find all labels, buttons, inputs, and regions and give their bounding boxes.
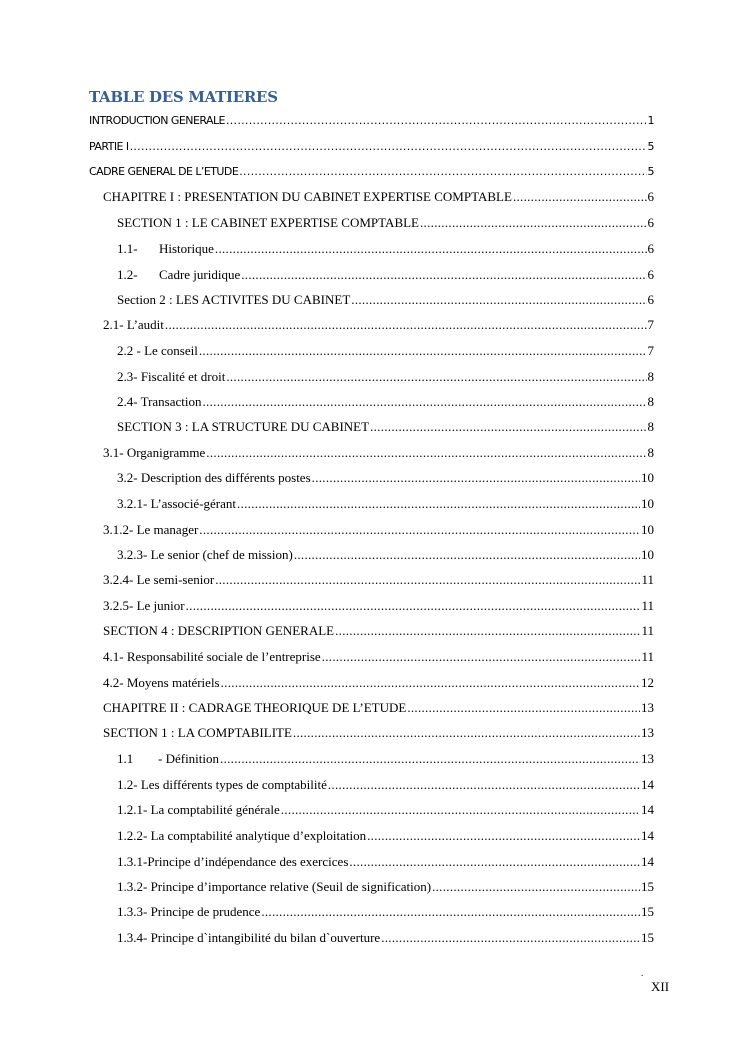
toc-entry-page: 10 [641, 470, 654, 485]
toc-entry-label: 2.2 - Le conseil [117, 343, 198, 358]
dot-leader [199, 521, 640, 539]
dot-leader [199, 342, 647, 360]
toc-entry-number: 1.2- [117, 267, 138, 282]
toc-entry [89, 138, 654, 156]
toc-entry [89, 112, 654, 130]
toc-entry-page: 5 [647, 165, 654, 178]
toc-entry-label: 2.1- L’audit [103, 317, 164, 332]
toc-entry-page: 5 [647, 140, 654, 153]
page-number: XII [651, 979, 670, 994]
toc-entry [117, 495, 654, 513]
toc-entry-label: 3.2.1- L’associé-gérant [117, 496, 237, 511]
dot-leader [203, 393, 647, 411]
toc-entry-label: CHAPITRE II : CADRAGE THEORIQUE DE L’ETUDE [103, 700, 407, 715]
toc-entry-page: 11 [641, 598, 654, 613]
toc-entry [117, 546, 654, 564]
toc-entry-label: 1.2- Les différents types de comptabilité [117, 777, 327, 792]
toc-entry-page: 6 [647, 267, 654, 282]
toc-entry [103, 724, 654, 742]
dot-leader [312, 469, 640, 487]
footer-mark: . [641, 968, 644, 978]
toc-entry [117, 776, 654, 794]
toc-entry [89, 163, 654, 181]
toc-entry-label: 3.2.3- Le senior (chef de mission) [117, 547, 293, 562]
toc-entry-label: 1.3.3- Principe de prudence [117, 904, 261, 919]
toc-entry [117, 291, 654, 309]
dot-leader [226, 368, 646, 386]
toc-entry-page: 15 [641, 930, 654, 945]
toc-entry-page: 14 [641, 828, 654, 843]
toc-entry-page: 6 [647, 241, 654, 256]
toc-entry-label: 2.3- Fiscalité et droit [117, 369, 226, 384]
dot-leader [293, 724, 640, 742]
dot-leader [367, 827, 640, 845]
toc-entry [103, 622, 654, 640]
toc-entry-page: 7 [647, 317, 654, 332]
toc-entry-page: 14 [641, 802, 654, 817]
toc-entry [117, 878, 654, 896]
toc-entry-label: 3.2.5- Le junior [103, 598, 185, 613]
dot-leader [130, 138, 647, 156]
dot-leader [241, 266, 646, 284]
dot-leader [281, 801, 640, 819]
toc-entry [117, 929, 654, 947]
toc-entry-page: 15 [641, 904, 654, 919]
toc-entry-page: 8 [647, 445, 654, 460]
toc-entry-label: 3.1.2- Le manager [103, 522, 199, 537]
toc-entry [117, 214, 654, 232]
toc-entry-page: 10 [641, 496, 654, 511]
toc-entry [117, 750, 654, 768]
toc-entry-label: 1.2.2- La comptabilité analytique d’exploitation [117, 828, 367, 843]
toc-entry-label: 3.2.4- Le semi-senior [103, 572, 215, 587]
toc-entry-label: Section 2 : LES ACTIVITES DU CABINET [117, 292, 351, 307]
toc-entry [103, 444, 654, 462]
toc-entry [103, 648, 654, 666]
dot-leader [237, 495, 640, 513]
dot-leader [328, 776, 640, 794]
toc-entry [117, 903, 654, 921]
toc-entry-page: 6 [647, 189, 654, 204]
dot-leader [261, 903, 640, 921]
toc-entry-number: 1.1 [117, 751, 134, 766]
page-title: TABLE DES MATIERES [89, 88, 278, 106]
toc-entry-label: 1.3.4- Principe d`intangibilité du bilan d`ouverture [117, 930, 381, 945]
dot-leader [206, 444, 646, 462]
toc-entry [103, 188, 654, 206]
toc-entry-page: 8 [647, 369, 654, 384]
dot-leader [407, 699, 640, 717]
toc-entry [117, 342, 654, 360]
dot-leader [221, 674, 640, 692]
toc-entry-page: 12 [641, 675, 654, 690]
toc-entry [117, 469, 654, 487]
toc-entry-label: 1.3.2- Principe d’importance relative (Seuil de signification) [117, 879, 432, 894]
toc-entry-page: 8 [647, 394, 654, 409]
toc-entry-label: 3.1- Organigramme [103, 445, 206, 460]
toc-entry [117, 368, 654, 386]
dot-leader [335, 622, 640, 640]
toc-entry-label: SECTION 1 : LA COMPTABILITE [103, 725, 292, 740]
toc-entry [117, 266, 654, 284]
toc-entry [117, 393, 654, 411]
dot-leader [322, 648, 641, 666]
toc-entry [103, 699, 654, 717]
toc-entry-page: 6 [647, 215, 654, 230]
dot-leader [186, 597, 641, 615]
toc-entry-page: 13 [641, 700, 654, 715]
toc-entry-page: 7 [647, 343, 654, 358]
toc-entry [103, 521, 654, 539]
dot-leader [294, 546, 640, 564]
toc-entry-page: 10 [641, 522, 654, 537]
dot-leader [349, 853, 640, 871]
dot-leader [220, 750, 640, 768]
toc-entry-page: 15 [641, 879, 654, 894]
dot-leader [215, 240, 647, 258]
toc-entry-page: 14 [641, 777, 654, 792]
toc-entry-page: 1 [647, 114, 654, 127]
toc-entry-page: 11 [641, 649, 654, 664]
toc-entry-label: 1.2.1- La comptabilité générale [117, 802, 280, 817]
toc-entry-number: 1.1- [117, 241, 138, 256]
toc-entry-page: 14 [641, 854, 654, 869]
dot-leader [226, 112, 647, 130]
toc-entry-label: 1.3.1-Principe d’indépendance des exercices [117, 854, 349, 869]
toc-entry-label: - Définition [158, 751, 220, 766]
toc-entry-label: 2.4- Transaction [117, 394, 202, 409]
toc-entry [117, 418, 654, 436]
toc-entry-page: 13 [641, 751, 654, 766]
dot-leader [239, 163, 646, 181]
toc-entry-label: SECTION 3 : LA STRUCTURE DU CABINET [117, 419, 370, 434]
dot-leader [370, 418, 646, 436]
toc-entry-page: 6 [647, 292, 654, 307]
toc-entry-page: 11 [641, 623, 654, 638]
toc-entry-label: Cadre juridique [159, 267, 241, 282]
toc-entry-label: SECTION 4 : DESCRIPTION GENERALE [103, 623, 335, 638]
dot-leader [432, 878, 640, 896]
toc-entry-page: 10 [641, 547, 654, 562]
toc-entry-page: 8 [647, 419, 654, 434]
dot-leader [351, 291, 646, 309]
dot-leader [513, 188, 647, 206]
toc-entry-label: PARTIE I [89, 140, 129, 153]
toc-entry [103, 571, 654, 589]
toc-entry [117, 240, 654, 258]
dot-leader [420, 214, 647, 232]
toc-entry [117, 853, 654, 871]
dot-leader [381, 929, 640, 947]
toc-entry [103, 597, 654, 615]
toc-entry-label: Historique [159, 241, 214, 256]
toc-entry-label: 4.2- Moyens matériels [103, 675, 220, 690]
toc-entry [103, 316, 654, 334]
toc-entry-label: CHAPITRE I : PRESENTATION DU CABINET EXPERTISE COMPTABLE [103, 189, 512, 204]
dot-leader [165, 316, 647, 334]
toc-entry [117, 801, 654, 819]
toc-entry-label: 4.1- Responsabilité sociale de l’entreprise [103, 649, 321, 664]
toc-entry-label: 3.2- Description des différents postes [117, 470, 311, 485]
toc-entry [117, 827, 654, 845]
toc-entry-page: 13 [641, 725, 654, 740]
toc-entry-label: INTRODUCTION GENERALE [89, 114, 225, 127]
dot-leader [215, 571, 640, 589]
toc-entry-label: CADRE GENERAL DE L’ETUDE [89, 165, 239, 178]
toc-entry-label: SECTION 1 : LE CABINET EXPERTISE COMPTABLE [117, 215, 419, 230]
toc-entry [103, 674, 654, 692]
toc-entry-page: 11 [641, 572, 654, 587]
